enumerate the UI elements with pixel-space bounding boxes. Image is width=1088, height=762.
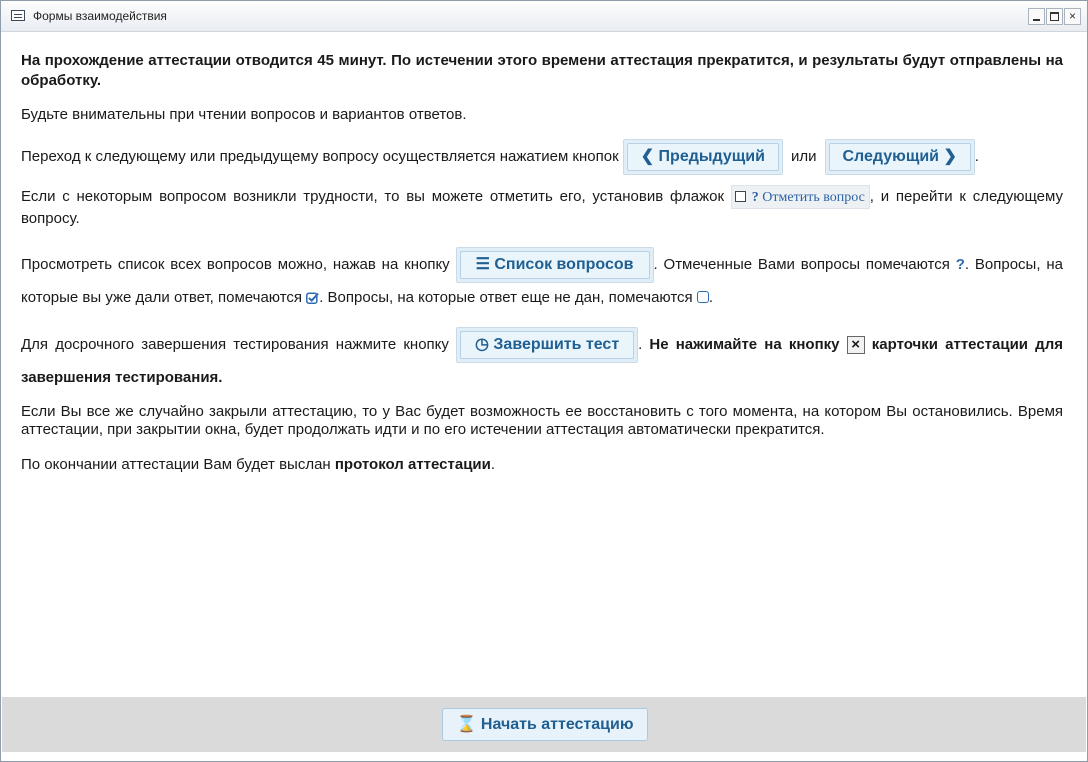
finish-paragraph xyxy=(21,327,1063,393)
question-mark-icon: ? xyxy=(751,190,759,206)
checkbox-empty-icon xyxy=(735,191,746,202)
prev-button-label: Предыдущий xyxy=(658,148,765,166)
prev-button-sample xyxy=(623,139,783,175)
answered-text-after: . Вопросы, на которые ответ еще не дан, помечаются xyxy=(319,289,693,307)
mark-text: Если с некоторым вопросом возникли трудности, то вы можете отметить его, установив флажок xyxy=(21,188,725,205)
question-mark-icon: ? xyxy=(955,256,965,273)
question-list-button-sample xyxy=(456,247,654,283)
protocol-paragraph xyxy=(21,455,1063,475)
mark-paragraph xyxy=(21,185,1063,229)
chevron-right-icon: ❯ xyxy=(943,148,957,166)
unanswered-dot: . xyxy=(708,289,714,307)
footer-bar xyxy=(2,697,1086,752)
finish-button-label: Завершить тест xyxy=(493,336,620,354)
navigation-dot: . xyxy=(974,148,979,165)
mark-text-after: , и перейти к следующему вопросу. xyxy=(21,188,1063,228)
hourglass-icon: ⌛ xyxy=(456,716,477,733)
protocol-text: По окончании аттестации Вам будет выслан xyxy=(21,456,331,474)
mark-chip-label: Отметить вопрос xyxy=(762,190,865,206)
start-attestation-label: Начать аттестацию xyxy=(480,716,634,733)
finish-dot: . xyxy=(638,336,643,353)
maximize-button[interactable] xyxy=(1046,8,1063,25)
minimize-button[interactable] xyxy=(1028,8,1045,25)
finish-warning-part2: карточки аттестации для завершения тестирования. xyxy=(21,336,1063,387)
question-mark-dot: . xyxy=(964,256,970,273)
window-controls xyxy=(1027,8,1081,25)
start-attestation-button[interactable] xyxy=(442,708,648,741)
restore-paragraph: Если Вы все же случайно закрыли аттестацию, то у Вас будет возможность ее восстановить с того момента, на котором Вы остановились. Время аттестации, при закрытии окна, будет продолжать идти и по его истечении аттестация автоматически прекратится. xyxy=(21,403,1063,439)
instructions xyxy=(21,51,1063,475)
or-text: или xyxy=(791,148,817,165)
question-list-text: Просмотреть список всех вопросов можно, нажав на кнопку xyxy=(21,256,450,273)
finish-warning-part1: Не нажимайте на кнопку xyxy=(649,336,840,353)
finish-button-sample xyxy=(456,327,638,363)
navigation-text: Переход к следующему или предыдущему вопросу осуществляется нажатием кнопок xyxy=(21,148,619,165)
answered-text: Вопросы, на которые вы уже дали ответ, помечаются xyxy=(21,256,1063,307)
protocol-dot: . xyxy=(490,456,496,474)
next-button-label: Следующий xyxy=(842,148,939,166)
chevron-left-icon: ❮ xyxy=(640,148,655,166)
question-list-paragraph xyxy=(21,247,1063,313)
list-icon: ☰ xyxy=(475,256,490,274)
attention-paragraph: Будьте внимательны при чтении вопросов и вариантов ответов. xyxy=(21,106,467,123)
navigation-paragraph xyxy=(21,139,1063,175)
next-button-sample xyxy=(825,139,975,175)
answered-check-icon xyxy=(306,291,319,304)
question-list-text-after: . Отмеченные Вами вопросы помечаются xyxy=(653,256,950,273)
protocol-bold: протокол аттестации xyxy=(334,456,491,474)
clock-icon: ◷ xyxy=(474,336,489,354)
intro-paragraph: На прохождение аттестации отводится 45 минут. По истечении этого времени аттестация прекратится, и результаты будут отправлены на обработку. xyxy=(21,52,1063,89)
finish-text: Для досрочного завершения тестирования нажмите кнопку xyxy=(21,336,449,353)
mark-question-sample xyxy=(731,185,870,209)
window-title: Формы взаимодействия xyxy=(33,9,167,23)
unanswered-box-icon xyxy=(697,291,709,303)
form-window-icon xyxy=(11,10,25,21)
close-x-icon: × xyxy=(847,336,865,354)
title-bar xyxy=(1,1,1087,32)
question-list-button-label: Список вопросов xyxy=(494,256,634,274)
close-button[interactable]: × xyxy=(1064,8,1081,25)
